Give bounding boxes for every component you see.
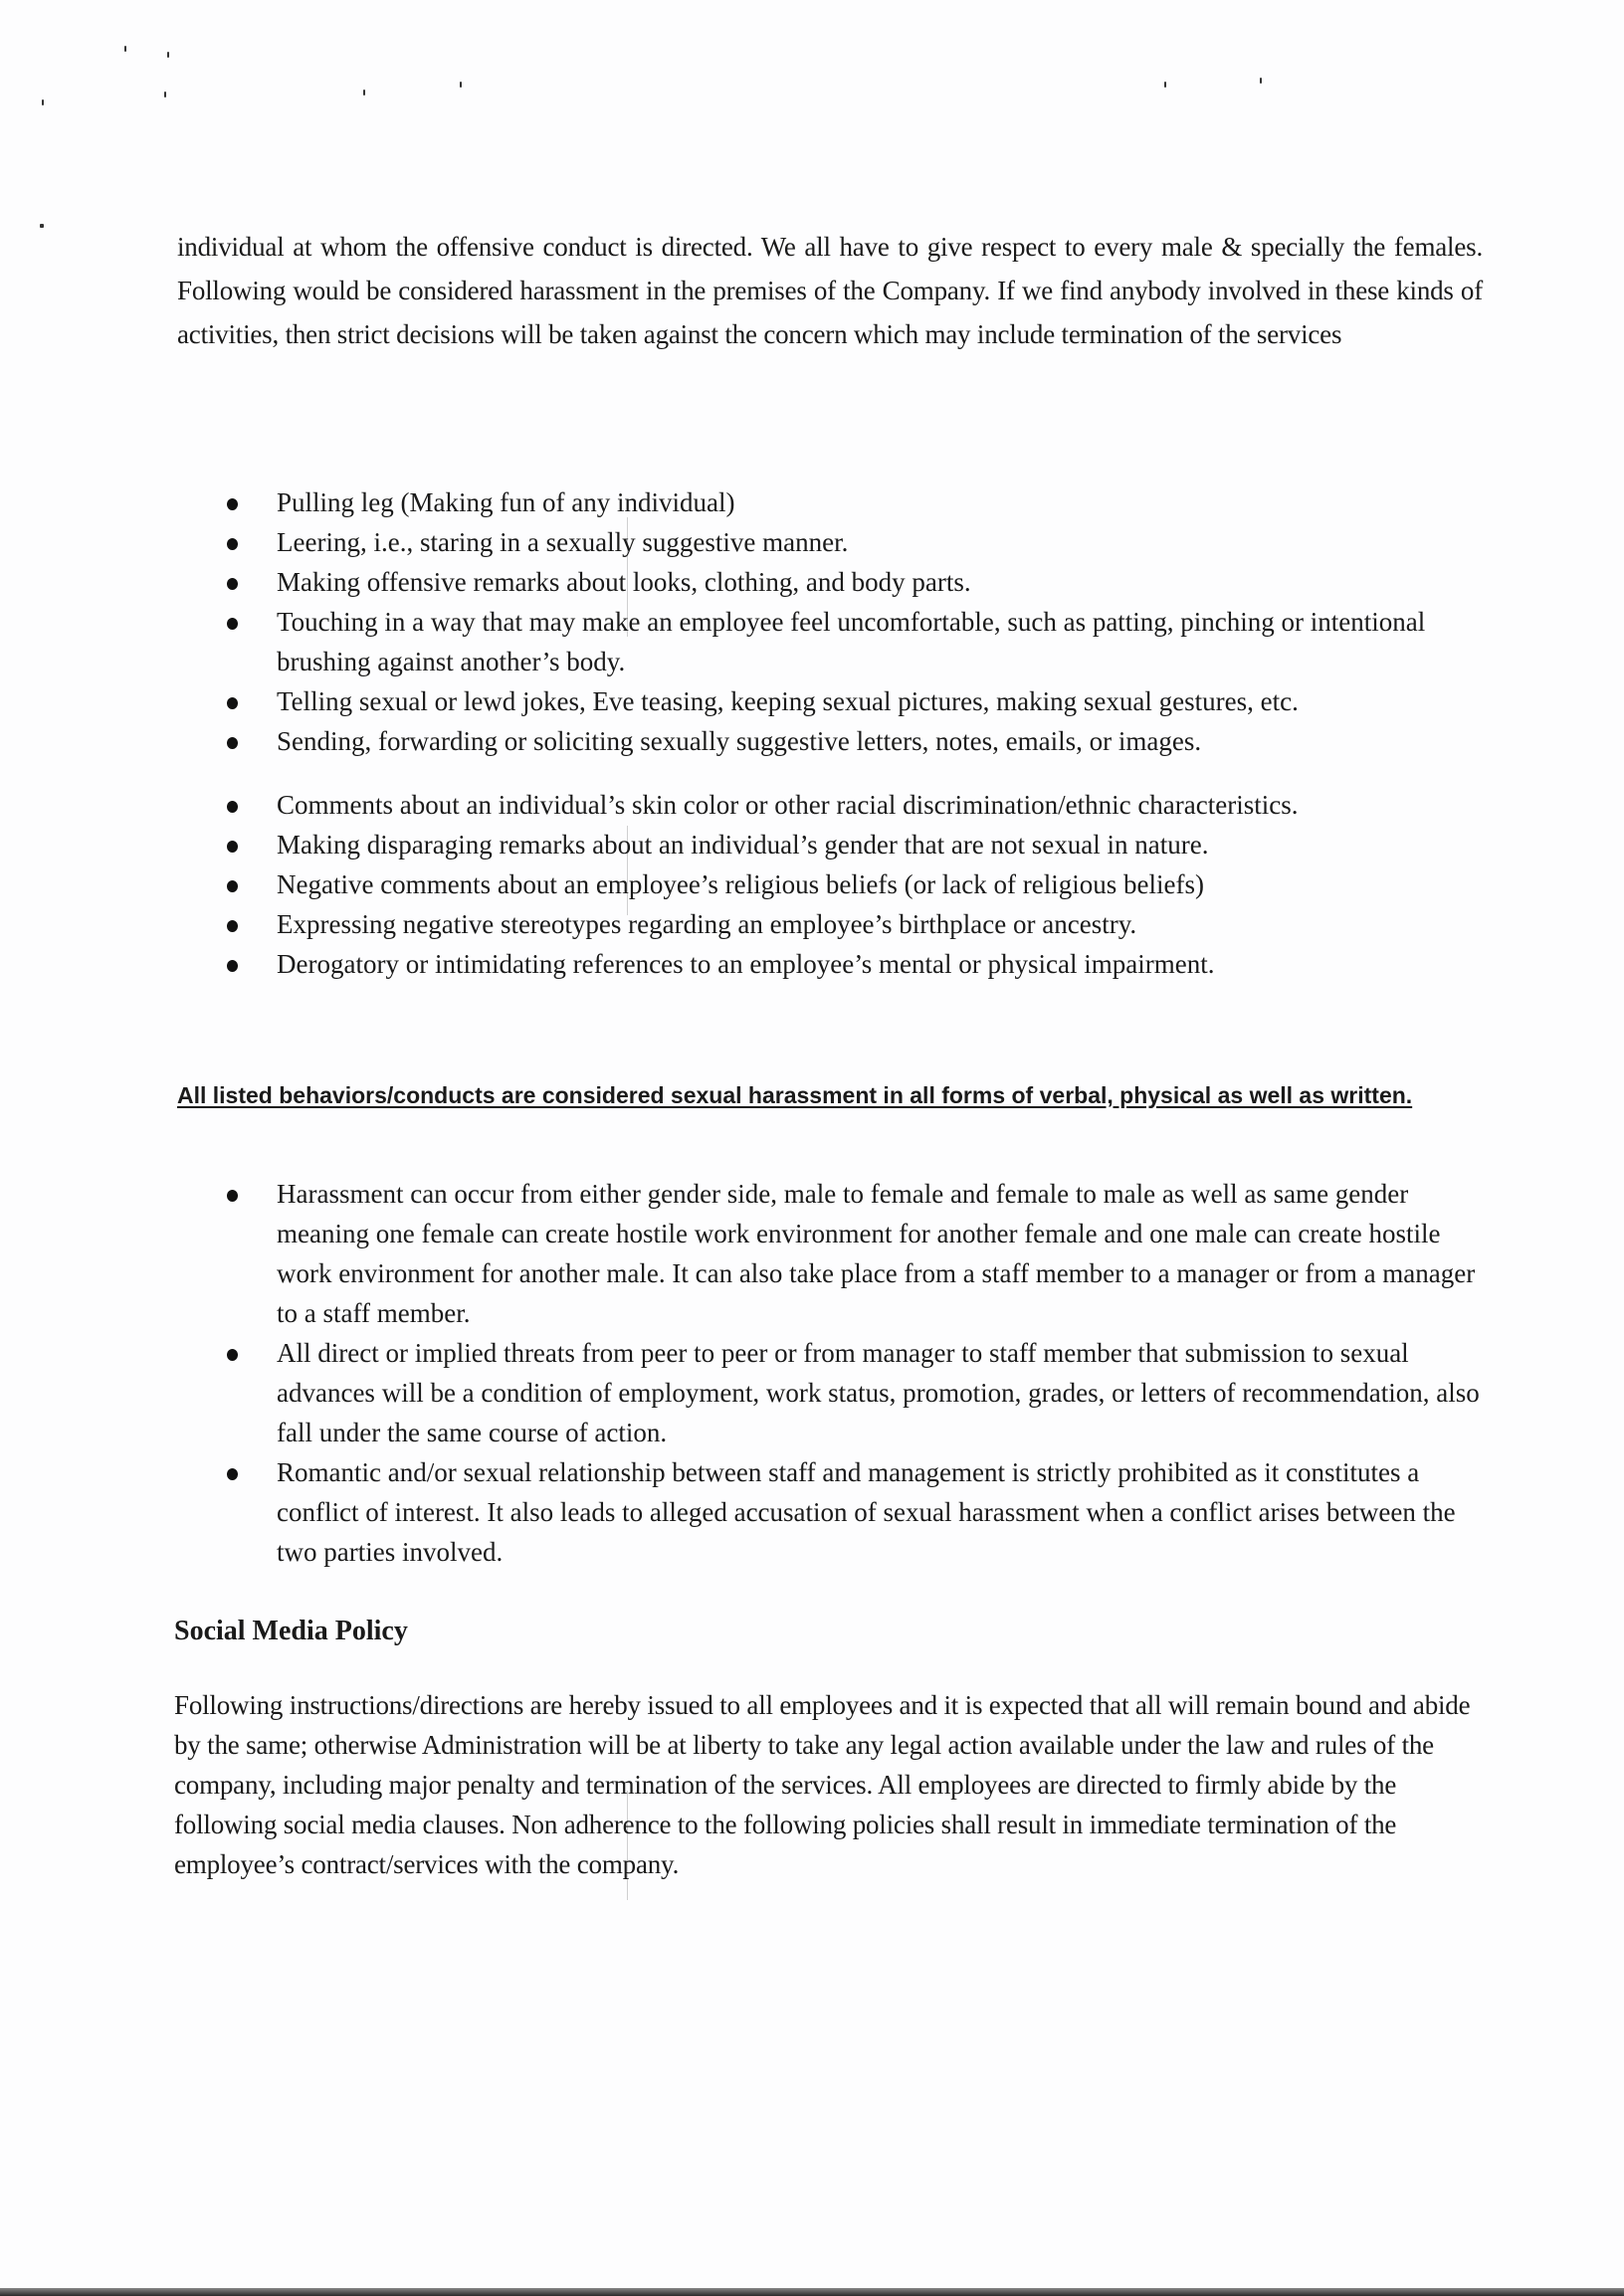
bullet-icon [227,737,238,749]
list-item-text: Making disparaging remarks about an individual’s gender that are not sexual in nature. [277,830,1209,860]
harassment-notice: All listed behaviors/conducts are considered sexual harassment in all forms of verbal, physical as well as written. [177,1082,1413,1108]
section-title-social-media: Social Media Policy [174,1616,408,1646]
bullet-icon [227,538,238,550]
list-item-text: Sending, forwarding or soliciting sexually suggestive letters, notes, emails, or images. [277,726,1202,756]
bullet-icon [227,697,238,709]
bullet-icon [227,880,238,892]
list-item [227,825,1481,864]
scan-speck [1164,82,1166,88]
harassment-list-sexual [227,482,1481,761]
social-media-paragraph: Following instructions/directions are hereby issued to all employees and it is expected that all will remain bound and abide by the same; otherwise Administration will be at liberty to take any legal action available under the law and rules of the company, including major penalty and termination of the services. All employees are directed to firmly abide by the following social media clauses. Non adherence to the following policies shall result in immediate termination of the employee’s contract/services with the company. [174,1690,1471,1879]
harassment-list-discrimination [227,785,1481,984]
list-item-text: All direct or implied threats from peer to peer or from manager to staff member that submission to sexual advances will be a condition of employment, work status, promotion, grades, or letters of recommendation, also fall under the same course of action. [277,1338,1480,1447]
list-item-text: Leering, i.e., staring in a sexually suggestive manner. [277,527,849,557]
list-item-text: Making offensive remarks about looks, clothing, and body parts. [277,567,971,597]
scan-speck [164,92,166,97]
list-item-text: Derogatory or intimidating references to an employee’s mental or physical impairment. [277,949,1215,979]
list-item [227,1452,1481,1572]
list-item [227,1174,1481,1333]
list-item-text: Pulling leg (Making fun of any individual) [277,487,735,517]
list-item [227,721,1481,761]
list-item [227,522,1481,562]
bullet-icon [227,801,238,813]
list-item [227,785,1481,825]
scan-speck [124,46,126,52]
intro-paragraph: individual at whom the offensive conduct is directed. We all have to give respect to every male & specially the females. Following would be considered harassment in the premises of the Company. If we find anybody involved in these kinds of activities, then strict decisions will be taken against the concern which may include termination of the services [177,232,1483,349]
bullet-icon [227,1190,238,1202]
scan-speck [363,90,365,96]
scan-speck [460,82,462,88]
scan-speck [167,52,169,58]
list-item-text: Touching in a way that may make an employee feel uncomfortable, such as patting, pinching or intentional brushing against another’s body. [277,607,1426,676]
scan-speck [42,99,44,105]
list-item-text: Telling sexual or lewd jokes, Eve teasing, keeping sexual pictures, making sexual gestures, etc. [277,686,1299,716]
bullet-icon [227,618,238,630]
list-item-text: Negative comments about an employee’s religious beliefs (or lack of religious beliefs) [277,869,1204,899]
harassment-list-clarifications [227,1174,1481,1572]
bullet-icon [227,920,238,932]
scan-speck [40,224,44,228]
bullet-icon [227,1349,238,1361]
scan-speck [1260,78,1262,84]
list-item [227,944,1481,984]
list-item [227,904,1481,944]
list-item-text: Comments about an individual’s skin color or other racial discrimination/ethnic characteristics. [277,790,1299,820]
scan-bottom-edge [0,2288,1624,2296]
list-item [227,864,1481,904]
bullet-icon [227,960,238,972]
bullet-icon [227,498,238,510]
bullet-icon [227,841,238,853]
bullet-icon [227,578,238,590]
list-item [227,681,1481,721]
list-item [227,482,1481,522]
list-item-text: Harassment can occur from either gender side, male to female and female to male as well as same gender meaning one female can create hostile work environment for another female and one male can create hostile work environment for another male. It can also take place from a staff member to a manager or from a manager to a staff member. [277,1179,1476,1328]
list-item-text: Expressing negative stereotypes regarding an employee’s birthplace or ancestry. [277,909,1137,939]
list-item [227,1333,1481,1452]
list-item-text: Romantic and/or sexual relationship between staff and management is strictly prohibited as it constitutes a conflict of interest. It also leads to alleged accusation of sexual harassment when a conflict arises between the two parties involved. [277,1457,1456,1567]
bullet-icon [227,1468,238,1480]
list-item [227,562,1481,602]
list-item [227,602,1481,681]
